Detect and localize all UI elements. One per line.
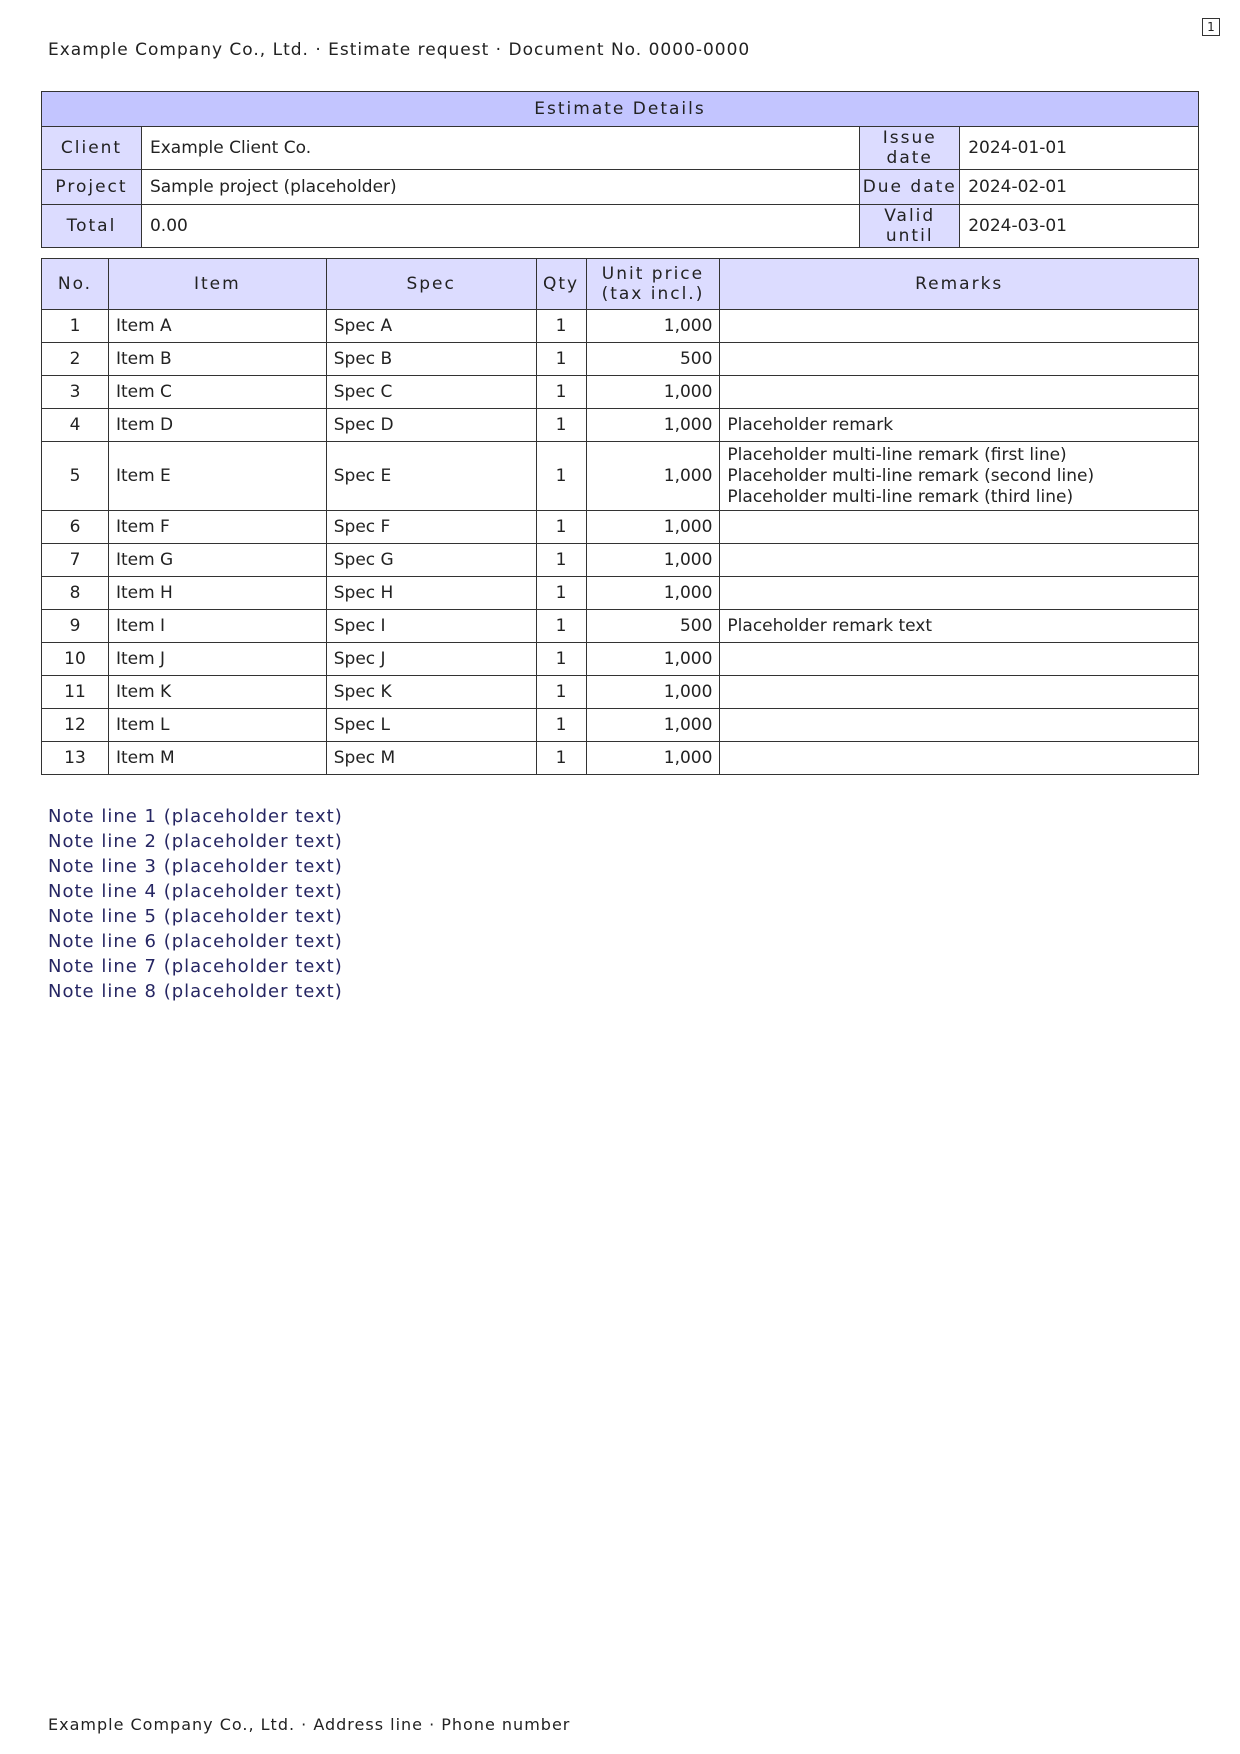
info-table	[41, 91, 1199, 248]
item-spec: Spec E	[326, 442, 536, 511]
info-label: Valid until	[860, 205, 960, 248]
item-name: Item F	[108, 511, 326, 544]
row-number: 2	[42, 343, 109, 376]
table-row	[42, 511, 1199, 544]
info-value: 0.00	[141, 205, 859, 248]
column-header: Qty	[536, 259, 586, 310]
item-note	[720, 577, 1199, 610]
note-line: Note line 1 (placeholder text)	[48, 806, 343, 827]
row-number: 10	[42, 643, 109, 676]
info-value: 2024-03-01	[960, 205, 1199, 248]
item-price: 1,000	[586, 511, 720, 544]
item-qty: 1	[536, 442, 586, 511]
item-price: 500	[586, 343, 720, 376]
item-spec: Spec G	[326, 544, 536, 577]
note-line: Note line 4 (placeholder text)	[48, 881, 343, 902]
item-name: Item B	[108, 343, 326, 376]
item-price: 1,000	[586, 310, 720, 343]
row-number: 13	[42, 742, 109, 775]
item-name: Item G	[108, 544, 326, 577]
item-note	[720, 544, 1199, 577]
item-qty: 1	[536, 409, 586, 442]
item-spec: Spec L	[326, 709, 536, 742]
item-spec: Spec F	[326, 511, 536, 544]
item-spec: Spec H	[326, 577, 536, 610]
info-value: 2024-01-01	[960, 127, 1199, 170]
item-name: Item D	[108, 409, 326, 442]
item-spec: Spec C	[326, 376, 536, 409]
item-qty: 1	[536, 676, 586, 709]
table-row	[42, 376, 1199, 409]
info-label: Project	[42, 170, 142, 205]
item-name: Item J	[108, 643, 326, 676]
item-qty: 1	[536, 742, 586, 775]
info-value: 2024-02-01	[960, 170, 1199, 205]
item-qty: 1	[536, 310, 586, 343]
item-note: Placeholder remark	[720, 409, 1199, 442]
item-note	[720, 643, 1199, 676]
item-note	[720, 709, 1199, 742]
row-number: 7	[42, 544, 109, 577]
item-note: Placeholder remark text	[720, 610, 1199, 643]
item-note	[720, 511, 1199, 544]
info-value: Example Client Co.	[141, 127, 859, 170]
item-note: Placeholder multi-line remark (first line) Placeholder multi-line remark (second line) Placeholder multi-line remark (third line)	[720, 442, 1199, 511]
table-row	[42, 409, 1199, 442]
row-number: 6	[42, 511, 109, 544]
note-line: Note line 8 (placeholder text)	[48, 981, 343, 1002]
info-label: Issue date	[860, 127, 960, 170]
item-price: 1,000	[586, 742, 720, 775]
item-note	[720, 742, 1199, 775]
item-spec: Spec M	[326, 742, 536, 775]
table-row	[42, 343, 1199, 376]
item-price: 1,000	[586, 442, 720, 511]
item-name: Item H	[108, 577, 326, 610]
item-price: 1,000	[586, 409, 720, 442]
info-label: Total	[42, 205, 142, 248]
item-price: 1,000	[586, 643, 720, 676]
item-spec: Spec J	[326, 643, 536, 676]
note-line: Note line 5 (placeholder text)	[48, 906, 343, 927]
note-line: Note line 3 (placeholder text)	[48, 856, 343, 877]
note-line: Note line 2 (placeholder text)	[48, 831, 343, 852]
item-name: Item M	[108, 742, 326, 775]
footer-text: Example Company Co., Ltd. · Address line · Phone number	[48, 1715, 571, 1734]
item-name: Item E	[108, 442, 326, 511]
item-spec: Spec D	[326, 409, 536, 442]
column-header: No.	[42, 259, 109, 310]
info-value: Sample project (placeholder)	[141, 170, 859, 205]
item-price: 1,000	[586, 376, 720, 409]
row-number: 4	[42, 409, 109, 442]
item-qty: 1	[536, 643, 586, 676]
column-header: Spec	[326, 259, 536, 310]
item-name: Item C	[108, 376, 326, 409]
table-row	[42, 742, 1199, 775]
row-number: 8	[42, 577, 109, 610]
note-line: Note line 6 (placeholder text)	[48, 931, 343, 952]
info-caption: Estimate Details	[42, 92, 1199, 127]
column-header: Item	[108, 259, 326, 310]
item-note	[720, 676, 1199, 709]
table-row	[42, 442, 1199, 511]
item-qty: 1	[536, 343, 586, 376]
item-spec: Spec A	[326, 310, 536, 343]
table-row	[42, 577, 1199, 610]
item-name: Item A	[108, 310, 326, 343]
item-qty: 1	[536, 544, 586, 577]
item-name: Item K	[108, 676, 326, 709]
info-label: Due date	[860, 170, 960, 205]
item-price: 1,000	[586, 577, 720, 610]
page-number: 1	[1202, 18, 1220, 36]
item-price: 500	[586, 610, 720, 643]
item-spec: Spec I	[326, 610, 536, 643]
item-name: Item I	[108, 610, 326, 643]
item-qty: 1	[536, 577, 586, 610]
table-row	[42, 544, 1199, 577]
item-qty: 1	[536, 511, 586, 544]
info-label: Client	[42, 127, 142, 170]
row-number: 1	[42, 310, 109, 343]
table-row	[42, 643, 1199, 676]
item-price: 1,000	[586, 544, 720, 577]
row-number: 5	[42, 442, 109, 511]
note-line: Note line 7 (placeholder text)	[48, 956, 343, 977]
item-qty: 1	[536, 709, 586, 742]
row-number: 11	[42, 676, 109, 709]
item-note	[720, 343, 1199, 376]
notes-section	[48, 804, 1198, 1004]
column-header: Remarks	[720, 259, 1199, 310]
item-name: Item L	[108, 709, 326, 742]
table-row	[42, 310, 1199, 343]
table-row	[42, 610, 1199, 643]
item-spec: Spec K	[326, 676, 536, 709]
items-table	[41, 258, 1199, 775]
item-price: 1,000	[586, 709, 720, 742]
row-number: 3	[42, 376, 109, 409]
item-price: 1,000	[586, 676, 720, 709]
header-text: Example Company Co., Ltd. · Estimate request · Document No. 0000-0000	[48, 40, 751, 60]
row-number: 12	[42, 709, 109, 742]
table-row	[42, 709, 1199, 742]
item-note	[720, 310, 1199, 343]
item-note	[720, 376, 1199, 409]
item-spec: Spec B	[326, 343, 536, 376]
items-body	[42, 310, 1199, 775]
table-row	[42, 676, 1199, 709]
item-qty: 1	[536, 376, 586, 409]
row-number: 9	[42, 610, 109, 643]
column-header: Unit price (tax incl.)	[586, 259, 720, 310]
item-qty: 1	[536, 610, 586, 643]
